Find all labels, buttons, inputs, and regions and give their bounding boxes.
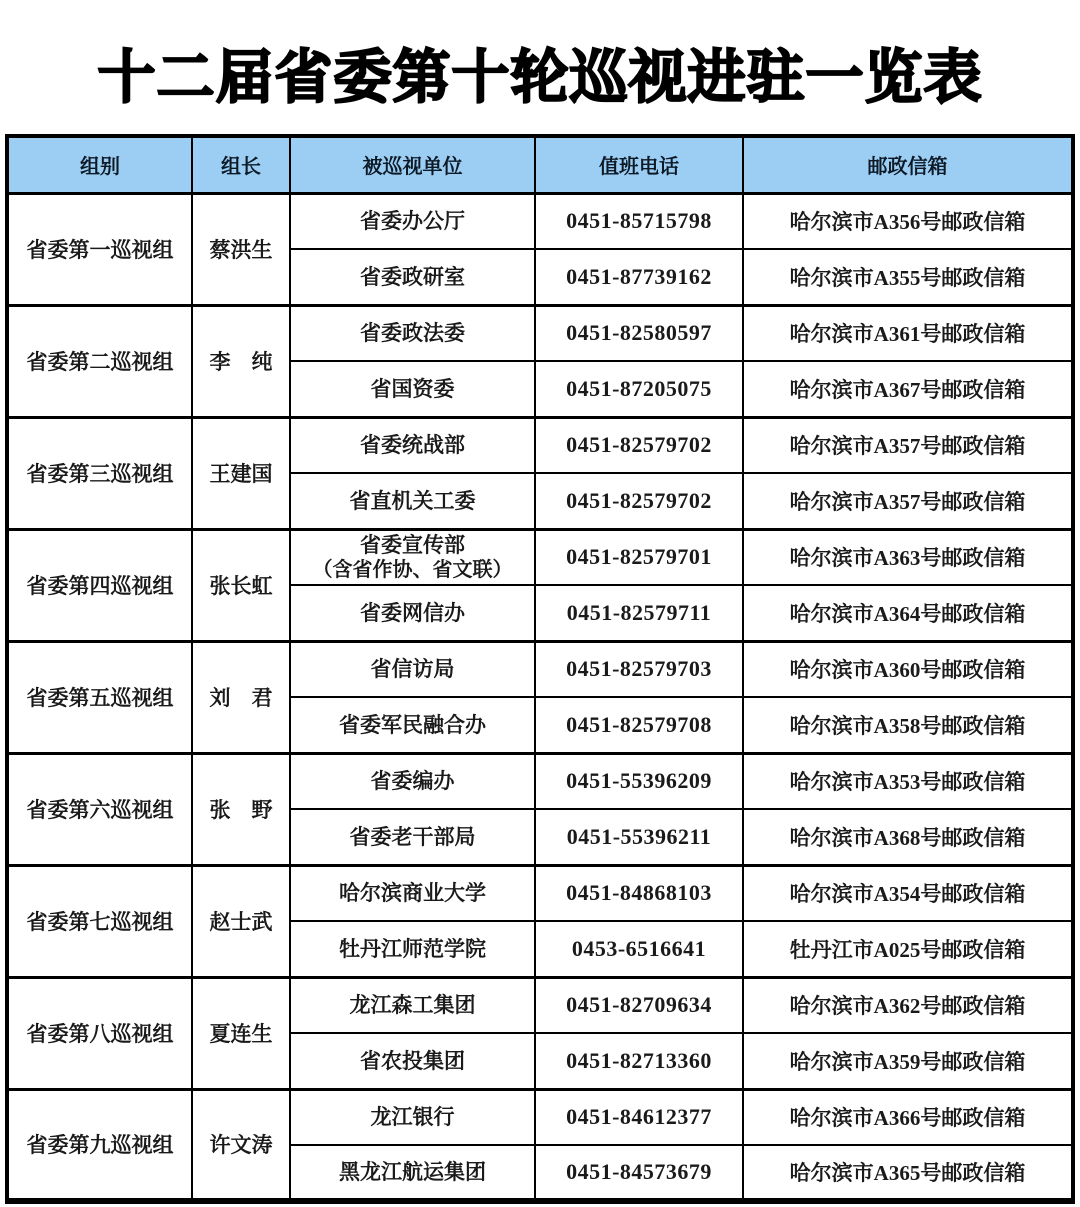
cell-postal-mailbox: 哈尔滨市A361号邮政信箱 [743, 305, 1073, 361]
cell-postal-mailbox: 哈尔滨市A355号邮政信箱 [743, 249, 1073, 305]
cell-leader-name: 刘 君 [192, 641, 290, 753]
cell-duty-phone: 0451-82579702 [535, 473, 743, 529]
cell-postal-mailbox: 哈尔滨市A364号邮政信箱 [743, 585, 1073, 641]
table-row [7, 417, 1073, 473]
table-row [7, 977, 1073, 1033]
unit-name-subline: （含省作协、省文联） [312, 558, 513, 581]
cell-inspected-unit [290, 473, 535, 529]
unit-name-line: 省委统战部 [360, 433, 465, 458]
header-row [7, 136, 1073, 193]
unit-name-line: 省委办公厅 [360, 209, 465, 234]
unit-name-line: 省直机关工委 [349, 488, 476, 513]
cell-group-name: 省委第七巡视组 [7, 865, 192, 977]
unit-name-line: 省委政研室 [360, 264, 465, 289]
cell-leader-name: 蔡洪生 [192, 193, 290, 305]
cell-inspected-unit [290, 249, 535, 305]
cell-duty-phone: 0451-82579701 [535, 529, 743, 585]
cell-inspected-unit [290, 585, 535, 641]
cell-duty-phone: 0451-82579708 [535, 697, 743, 753]
cell-inspected-unit [290, 529, 535, 585]
cell-group-name: 省委第一巡视组 [7, 193, 192, 305]
cell-postal-mailbox: 牡丹江市A025号邮政信箱 [743, 921, 1073, 977]
unit-name-line: 省委网信办 [360, 600, 465, 625]
table-row [7, 753, 1073, 809]
cell-inspected-unit [290, 865, 535, 921]
cell-duty-phone: 0451-87205075 [535, 361, 743, 417]
cell-group-name: 省委第五巡视组 [7, 641, 192, 753]
inspection-roster-table [5, 134, 1075, 1204]
unit-name-line: 省委宣传部 [360, 532, 465, 557]
cell-postal-mailbox: 哈尔滨市A357号邮政信箱 [743, 417, 1073, 473]
cell-inspected-unit [290, 753, 535, 809]
cell-duty-phone: 0451-84573679 [535, 1145, 743, 1201]
cell-group-name: 省委第三巡视组 [7, 417, 192, 529]
header-cell-leader: 组长 [192, 136, 290, 193]
cell-duty-phone: 0451-55396209 [535, 753, 743, 809]
cell-leader-name: 许文涛 [192, 1089, 290, 1201]
unit-name-line: 省农投集团 [360, 1048, 465, 1073]
cell-postal-mailbox: 哈尔滨市A353号邮政信箱 [743, 753, 1073, 809]
unit-name-line: 哈尔滨商业大学 [339, 881, 486, 906]
cell-duty-phone: 0451-82579702 [535, 417, 743, 473]
cell-duty-phone: 0451-87739162 [535, 249, 743, 305]
cell-duty-phone: 0451-84612377 [535, 1089, 743, 1145]
unit-name-line: 省委编办 [370, 769, 455, 794]
table-header [7, 136, 1073, 193]
cell-duty-phone: 0451-82709634 [535, 977, 743, 1033]
cell-leader-name: 王建国 [192, 417, 290, 529]
cell-inspected-unit [290, 305, 535, 361]
cell-inspected-unit [290, 361, 535, 417]
cell-group-name: 省委第二巡视组 [7, 305, 192, 417]
cell-group-name: 省委第四巡视组 [7, 529, 192, 641]
cell-inspected-unit [290, 921, 535, 977]
unit-name-line: 龙江森工集团 [349, 993, 476, 1018]
unit-name-line: 省信访局 [370, 657, 455, 682]
unit-name-line: 龙江银行 [370, 1105, 455, 1130]
cell-inspected-unit [290, 417, 535, 473]
unit-name-line: 黑龙江航运集团 [339, 1159, 486, 1184]
table-row [7, 305, 1073, 361]
header-cell-group: 组别 [7, 136, 192, 193]
cell-inspected-unit [290, 1033, 535, 1089]
cell-leader-name: 张长虹 [192, 529, 290, 641]
table-row [7, 641, 1073, 697]
cell-postal-mailbox: 哈尔滨市A358号邮政信箱 [743, 697, 1073, 753]
cell-inspected-unit [290, 193, 535, 249]
header-cell-unit: 被巡视单位 [290, 136, 535, 193]
cell-leader-name: 李 纯 [192, 305, 290, 417]
cell-inspected-unit [290, 1145, 535, 1201]
cell-postal-mailbox: 哈尔滨市A359号邮政信箱 [743, 1033, 1073, 1089]
cell-postal-mailbox: 哈尔滨市A363号邮政信箱 [743, 529, 1073, 585]
cell-postal-mailbox: 哈尔滨市A360号邮政信箱 [743, 641, 1073, 697]
cell-postal-mailbox: 哈尔滨市A368号邮政信箱 [743, 809, 1073, 865]
cell-inspected-unit [290, 641, 535, 697]
page-title: 十二届省委第十轮巡视进驻一览表 [97, 45, 983, 110]
cell-inspected-unit [290, 697, 535, 753]
unit-name-line: 省委军民融合办 [339, 712, 486, 737]
header-cell-phone: 值班电话 [535, 136, 743, 193]
cell-postal-mailbox: 哈尔滨市A357号邮政信箱 [743, 473, 1073, 529]
unit-name-line: 省国资委 [370, 376, 455, 401]
cell-leader-name: 夏连生 [192, 977, 290, 1089]
cell-duty-phone: 0451-82579711 [535, 585, 743, 641]
cell-group-name: 省委第九巡视组 [7, 1089, 192, 1201]
cell-postal-mailbox: 哈尔滨市A354号邮政信箱 [743, 865, 1073, 921]
cell-postal-mailbox: 哈尔滨市A356号邮政信箱 [743, 193, 1073, 249]
table-row [7, 1089, 1073, 1145]
table-row [7, 193, 1073, 249]
cell-inspected-unit [290, 977, 535, 1033]
cell-postal-mailbox: 哈尔滨市A362号邮政信箱 [743, 977, 1073, 1033]
cell-duty-phone: 0451-82713360 [535, 1033, 743, 1089]
table-row [7, 865, 1073, 921]
cell-inspected-unit [290, 809, 535, 865]
table-row [7, 529, 1073, 585]
cell-duty-phone: 0451-82580597 [535, 305, 743, 361]
unit-name-line: 省委政法委 [360, 321, 465, 346]
cell-leader-name: 赵士武 [192, 865, 290, 977]
cell-postal-mailbox: 哈尔滨市A366号邮政信箱 [743, 1089, 1073, 1145]
header-cell-mailbox: 邮政信箱 [743, 136, 1073, 193]
cell-postal-mailbox: 哈尔滨市A365号邮政信箱 [743, 1145, 1073, 1201]
cell-duty-phone: 0453-6516641 [535, 921, 743, 977]
cell-inspected-unit [290, 1089, 535, 1145]
cell-postal-mailbox: 哈尔滨市A367号邮政信箱 [743, 361, 1073, 417]
cell-leader-name: 张 野 [192, 753, 290, 865]
cell-duty-phone: 0451-82579703 [535, 641, 743, 697]
table-body [7, 193, 1073, 1201]
cell-duty-phone: 0451-55396211 [535, 809, 743, 865]
cell-group-name: 省委第八巡视组 [7, 977, 192, 1089]
cell-duty-phone: 0451-84868103 [535, 865, 743, 921]
unit-name-line: 省委老干部局 [349, 824, 476, 849]
cell-group-name: 省委第六巡视组 [7, 753, 192, 865]
unit-name-line: 牡丹江师范学院 [339, 936, 486, 961]
cell-duty-phone: 0451-85715798 [535, 193, 743, 249]
